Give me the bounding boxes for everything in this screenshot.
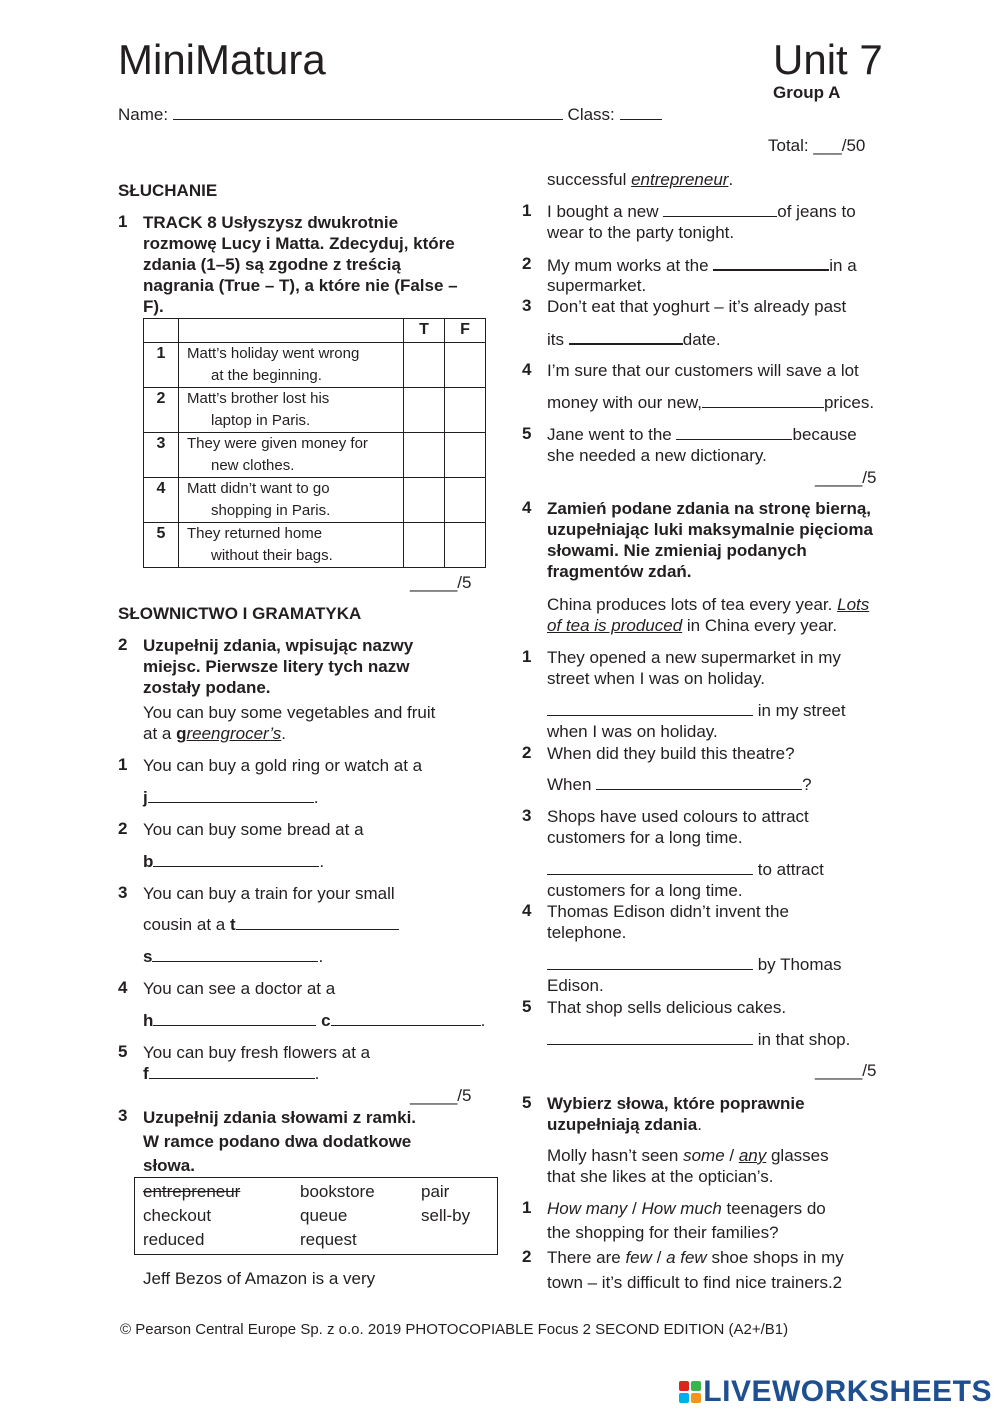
word-box-item: pair [421, 1182, 450, 1201]
task4-item-text: Shops have used colours to attract [547, 807, 809, 826]
true-header: T [404, 319, 445, 343]
task2-number: 2 [118, 635, 128, 654]
task2-answer-5[interactable]: f . [143, 1064, 320, 1083]
task2-answer-1[interactable]: j . [143, 788, 319, 807]
task2-item-number: 1 [118, 755, 128, 774]
liveworksheets-wordmark: LIVEWORKSHEETS [703, 1375, 992, 1408]
table-row: 1 Matt’s holiday went wrong at the beginning. [144, 343, 486, 388]
task4-item-number: 3 [522, 806, 532, 825]
task2-item-text: You can buy some bread at a [143, 820, 364, 839]
task5-item-1-line2: the shopping for their families? [547, 1223, 779, 1242]
task2-item-number: 2 [118, 819, 128, 838]
task4-example-line2: of tea is produced in China every year. [547, 616, 838, 635]
listening-heading: SŁUCHANIE [118, 181, 218, 200]
task4-item-text: They opened a new supermarket in my [547, 648, 841, 667]
task4-item-number: 1 [522, 647, 532, 666]
true-false-table [143, 318, 486, 568]
task4-answer-5[interactable]: in that shop. [547, 1029, 850, 1050]
task3-example-line2: successful entrepreneur. [547, 170, 734, 189]
task2-item-text: You can buy a train for your small [143, 884, 395, 903]
task2-example-line1: You can buy some vegetables and fruit [143, 703, 436, 722]
task3-blank-2[interactable] [713, 254, 829, 271]
task5-number: 5 [522, 1093, 532, 1112]
task4-example-line1: China produces lots of tea every year. Lots [547, 595, 870, 614]
task5-item-number: 1 [522, 1198, 532, 1217]
name-blank[interactable] [173, 104, 563, 120]
task1-score: _____/5 [410, 573, 472, 592]
task3-item-3-line2: its date. [547, 330, 721, 349]
task3-blank-3[interactable] [569, 328, 683, 345]
word-box [134, 1177, 498, 1255]
task4-answer-1[interactable]: in my street [547, 700, 846, 721]
answer-cell-f[interactable] [445, 478, 486, 523]
task4-answer-3-line2: customers for a long time. [547, 881, 743, 900]
task2-item-number: 3 [118, 883, 128, 902]
word-box-item: checkout [143, 1206, 212, 1225]
task3-item-1-line2: wear to the party tonight. [547, 223, 735, 242]
task3-item-1: I bought a new of jeans to [547, 202, 856, 221]
task3-item-2: My mum works at the in a [547, 256, 857, 275]
liveworksheets-logo [679, 1375, 992, 1409]
task3-item-number: 1 [522, 201, 532, 220]
name-label: Name: [118, 105, 169, 124]
task3-item-number: 5 [522, 424, 532, 443]
task3-instruction: Uzupełnij zdania słowami z ramki. W ramce podano dwa dodatkowe słowa. [143, 1108, 417, 1175]
answer-cell-t[interactable] [404, 343, 445, 388]
task4-number: 4 [522, 498, 532, 517]
task4-instruction: Zamień podane zdania na stronę bierną, uzupełniając luki maksymalnie pięcioma słowami. Nie zmieniaj podanych fragmentów zdań. [547, 499, 873, 581]
task4-item-number: 4 [522, 901, 532, 920]
answer-cell-f[interactable] [445, 343, 486, 388]
task3-item-4-line2: money with our new, prices. [547, 393, 875, 412]
task3-item-2-line2: supermarket. [547, 276, 647, 295]
task1-number: 1 [118, 212, 128, 231]
task5-option[interactable]: few [625, 1248, 652, 1267]
task5-instruction: Wybierz słowa, które poprawnie uzupełniają zdania. [547, 1094, 805, 1134]
task4-answer-4-line2: Edison. [547, 976, 604, 995]
word-box-item: request [300, 1230, 357, 1249]
worksheet-title: MiniMatura [118, 36, 326, 83]
answer-cell-f[interactable] [445, 433, 486, 478]
name-line [118, 104, 662, 125]
logo-square [691, 1393, 701, 1403]
false-header: F [445, 319, 486, 343]
task3-blank-5[interactable] [676, 424, 792, 440]
answer-cell-f[interactable] [445, 523, 486, 568]
task2-instruction: Uzupełnij zdania, wpisując nazwy miejsc. Pierwsze litery tych nazw zostały podane. [143, 636, 414, 697]
total-score: Total: ___/50 [768, 136, 866, 155]
task3-item-3-line1: Don’t eat that yoghurt – it’s already past [547, 297, 847, 316]
word-box-item: entrepreneur [143, 1182, 241, 1201]
task4-score: _____/5 [815, 1061, 877, 1080]
class-label: Class: [567, 105, 615, 124]
word-box-item: sell-by [421, 1206, 471, 1225]
task4-item-text: That shop sells delicious cakes. [547, 998, 787, 1017]
task2-answer-3a[interactable]: cousin at a t [143, 914, 399, 935]
logo-square [679, 1381, 689, 1391]
task3-item-number: 4 [522, 360, 532, 379]
task2-item-number: 4 [118, 978, 128, 997]
answer-cell-t[interactable] [404, 523, 445, 568]
task4-answer-3[interactable]: to attract [547, 859, 824, 880]
task5-item-number: 2 [522, 1247, 532, 1266]
task3-blank-4[interactable] [702, 392, 824, 408]
task5-item-2-line2: town – it’s difficult to find nice trainers.2 [547, 1273, 843, 1292]
task4-item-text: Thomas Edison didn’t invent the [547, 902, 789, 921]
task4-answer-4[interactable]: by Thomas [547, 954, 842, 975]
task2-answer-3b[interactable]: s . [143, 947, 324, 966]
task4-item-text: street when I was on holiday. [547, 669, 765, 688]
word-box-item: reduced [143, 1230, 205, 1249]
task3-item-5-line2: she needed a new dictionary. [547, 446, 767, 465]
task2-item-text: You can buy a gold ring or watch at a [143, 756, 423, 775]
task3-item-5: Jane went to the because [547, 425, 857, 444]
task3-item-4-line1: I’m sure that our customers will save a lot [547, 361, 859, 380]
task5-item-2: There are few / a few shoe shops in my [547, 1248, 844, 1267]
task5-option[interactable]: How many [547, 1199, 628, 1218]
task4-item-text: customers for a long time. [547, 828, 743, 847]
class-blank[interactable] [620, 104, 662, 120]
answer-cell-f[interactable] [445, 388, 486, 433]
task4-item-text: When did they build this theatre? [547, 744, 795, 763]
answer-cell-t[interactable] [404, 478, 445, 523]
vocab-heading: SŁOWNICTWO I GRAMATYKA [118, 604, 362, 623]
unit-label: Unit 7 [773, 36, 883, 83]
task3-example-line1: Jeff Bezos of Amazon is a very [143, 1269, 376, 1288]
task5-example-line2: that she likes at the optician’s. [547, 1167, 774, 1186]
table-row: 3 They were given money for new clothes. [144, 433, 486, 478]
table-row: 2 Matt’s brother lost his laptop in Paris. [144, 388, 486, 433]
task3-item-number: 3 [522, 296, 532, 315]
task3-number: 3 [118, 1106, 128, 1125]
word-box-item: queue [300, 1206, 348, 1225]
task5-example-line1: Molly hasn’t seen some / any glasses [547, 1146, 829, 1165]
task5-option[interactable]: a few [666, 1248, 707, 1267]
liveworksheets-icon [679, 1381, 701, 1403]
task2-answer-4[interactable]: h c . [143, 1011, 486, 1030]
task2-item-text: You can buy fresh flowers at a [143, 1043, 371, 1062]
task5-item-1: How many / How much teenagers do [547, 1199, 826, 1218]
task2-answer-2[interactable]: b . [143, 852, 325, 871]
table-row: 4 Matt didn’t want to go shopping in Paris. [144, 478, 486, 523]
task1-instruction: TRACK 8 Usłyszysz dwukrotnie rozmowę Lucy i Matta. Zdecyduj, które zdania (1–5) są zgodne z treścią nagrania (True – T), a które nie (False – F). [143, 213, 458, 316]
answer-cell-t[interactable] [404, 388, 445, 433]
task2-item-text: You can see a doctor at a [143, 979, 336, 998]
task3-blank-1[interactable] [663, 201, 777, 217]
task4-item-number: 5 [522, 997, 532, 1016]
task4-item-text: telephone. [547, 923, 627, 942]
logo-square [691, 1381, 701, 1391]
task2-item-number: 5 [118, 1042, 128, 1061]
task2-example-line2: at a greengrocer’s. [143, 724, 287, 743]
answer-cell-t[interactable] [404, 433, 445, 478]
logo-square [679, 1393, 689, 1403]
task4-answer-1-line2: when I was on holiday. [547, 722, 718, 741]
copyright: © Pearson Central Europe Sp. z o.o. 2019 PHOTOCOPIABLE Focus 2 SECOND EDITION (A2+/B1) [120, 1321, 789, 1338]
group-label: Group A [773, 83, 841, 102]
task2-score: _____/5 [410, 1086, 472, 1105]
task4-item-number: 2 [522, 743, 532, 762]
task3-score: _____/5 [815, 468, 877, 487]
task4-answer-2[interactable]: When ? [547, 775, 812, 794]
word-box-item: bookstore [300, 1182, 375, 1201]
task3-item-number: 2 [522, 254, 532, 273]
task5-option[interactable]: How much [641, 1199, 722, 1218]
table-row: 5 They returned home without their bags. [144, 523, 486, 568]
